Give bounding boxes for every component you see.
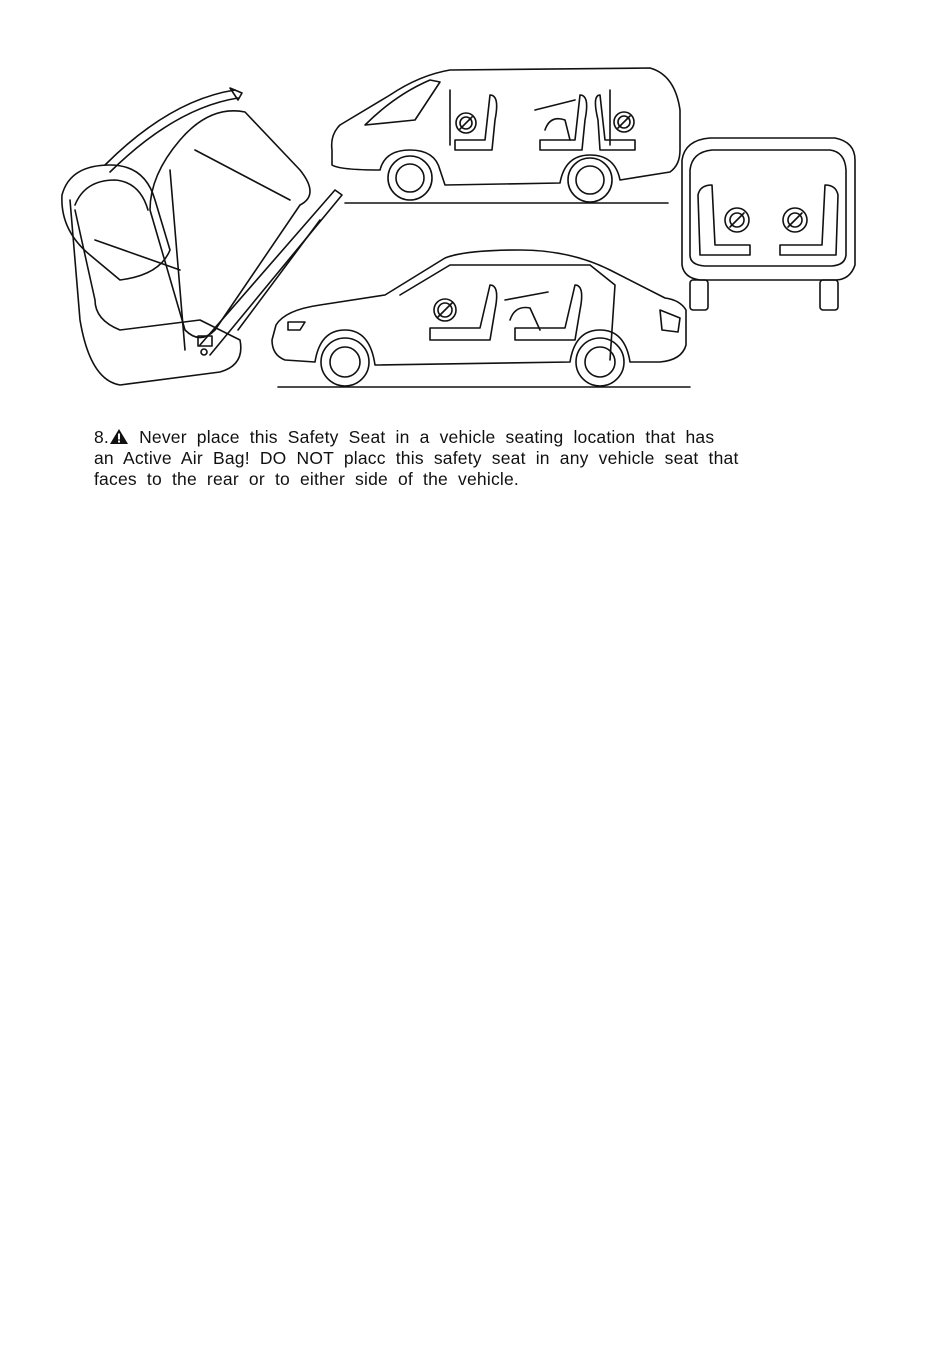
minivan-side-icon [332, 68, 680, 203]
instruction-8 [94, 427, 774, 490]
instruction-number: 8. [94, 427, 109, 447]
instruction-text-1: Never place this Safety Seat in a vehicle seating location that has [139, 427, 715, 447]
van-rear-icon [682, 138, 855, 310]
instruction-line-3: faces to the rear or to either side of the vehicle. [94, 469, 519, 489]
warning-triangle-icon [109, 428, 129, 445]
sedan-side-icon [272, 250, 690, 387]
illustration-panel [0, 0, 950, 400]
instruction-line-1 [94, 427, 774, 448]
infant-car-seat-icon [62, 88, 342, 385]
instruction-line-2: an Active Air Bag! DO NOT placc this safety seat in any vehicle seat that [94, 448, 739, 468]
